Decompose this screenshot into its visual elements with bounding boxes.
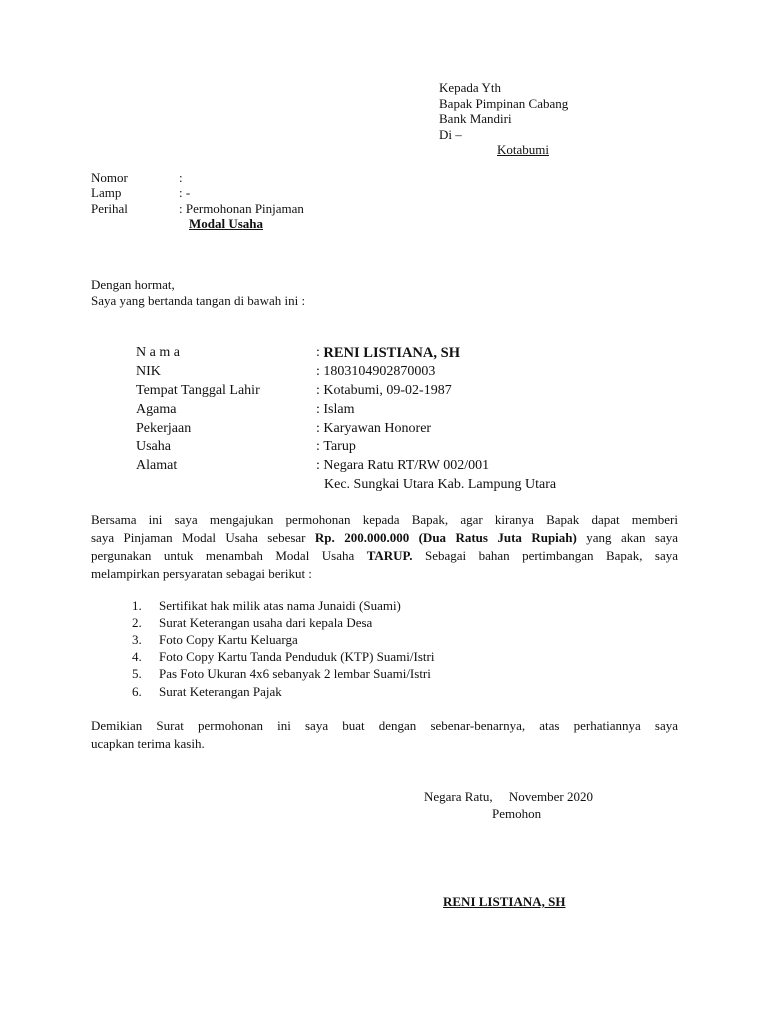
list-item-text: Pas Foto Ukuran 4x6 sebanyak 2 lembar Suami/Istri [159, 666, 431, 682]
body-line-2-b: yang akan saya [576, 530, 678, 545]
identity-usaha-label: Usaha [136, 439, 171, 455]
ref-nomor-label: Nomor [91, 170, 128, 185]
identity-separator: : [316, 420, 320, 436]
body-line-3 [91, 547, 678, 565]
signature-role: Pemohon [492, 806, 542, 821]
identity-row-ttl [136, 382, 556, 401]
ref-nomor [91, 170, 183, 185]
list-item [132, 597, 434, 614]
list-item-text: Foto Copy Kartu Tanda Penduduk (KTP) Suami/Istri [159, 649, 435, 665]
identity-separator: : [316, 382, 320, 398]
signature-name: RENI LISTIANA, SH [443, 894, 566, 909]
identity-row-alamat [136, 457, 556, 476]
identity-nik-label: NIK [136, 364, 161, 380]
identity-row-nama [136, 344, 556, 363]
addressee-city: Kotabumi [497, 142, 549, 157]
closing-line-1: Demikian Surat permohonan ini saya buat dengan sebenar-benarnya, atas perhatiannya saya [91, 718, 678, 733]
closing-line-2: ucapkan terima kasih. [91, 736, 205, 751]
identity-ttl-label: Tempat Tanggal Lahir [136, 382, 260, 398]
list-item [132, 649, 434, 666]
list-item-number: 1. [132, 597, 142, 613]
body-line-4: melampirkan persyaratan sebagai berikut : [91, 566, 312, 581]
greeting: Dengan hormat, [91, 277, 175, 292]
identity-separator: : [316, 364, 320, 380]
addressee-block [439, 80, 568, 142]
list-item [132, 683, 434, 700]
identity-alamat-value: Negara Ratu RT/RW 002/001 [323, 458, 490, 474]
body-loan-amount: Rp. 200.000.000 (Dua Ratus Juta Rupiah) [314, 530, 577, 545]
list-item-text: Foto Copy Kartu Keluarga [159, 631, 298, 647]
ref-lamp-label: Lamp [91, 185, 122, 200]
identity-row-nik [136, 363, 556, 382]
body-line-3-a: pergunakan untuk menambah Modal Usaha [91, 548, 367, 563]
ref-perihal-value-2: Modal Usaha [189, 216, 264, 231]
list-item-number: 2. [132, 614, 142, 630]
identity-alamat-label: Alamat [136, 458, 178, 474]
body-paragraph [91, 511, 678, 583]
identity-alamat-value-2: Kec. Sungkai Utara Kab. Lampung Utara [324, 476, 557, 492]
identity-separator: : [316, 401, 320, 417]
list-item-text: Sertifikat hak milik atas nama Junaidi (Suami) [159, 597, 401, 613]
list-item-number: 6. [132, 683, 142, 699]
body-business-name: TARUP. [366, 548, 413, 563]
list-item-text: Surat Keterangan usaha dari kepala Desa [159, 614, 373, 630]
ref-nomor-value: : [179, 170, 183, 185]
identity-row-usaha [136, 438, 556, 457]
signature-place-date: Negara Ratu, November 2020 [424, 789, 593, 804]
identity-usaha-value: Tarup [323, 439, 356, 455]
identity-row-agama [136, 400, 556, 419]
addressee-line-3: Bank Mandiri [439, 111, 512, 126]
body-line-1: Bersama ini saya mengajukan permohonan kepada Bapak, agar kiranya Bapak dapat memberi [91, 512, 678, 527]
ref-perihal-label: Perihal [91, 201, 128, 216]
intro-text: Saya yang bertanda tangan di bawah ini : [91, 293, 306, 308]
identity-pekerjaan-value: Karyawan Honorer [323, 420, 432, 436]
identity-separator: : [316, 345, 320, 361]
ref-lamp [91, 185, 190, 200]
identity-nama-label: N a m a [136, 345, 180, 361]
body-line-3-b: Sebagai bahan pertimbangan Bapak, saya [412, 548, 678, 563]
identity-nama-value: RENI LISTIANA, SH [323, 345, 460, 362]
addressee-line-4: Di – [439, 126, 462, 142]
identity-nik-value: 1803104902870003 [323, 364, 436, 380]
identity-agama-value: Islam [323, 401, 355, 417]
requirements-list [132, 597, 434, 700]
ref-lamp-value: : - [179, 185, 191, 200]
identity-row-pekerjaan [136, 419, 556, 438]
identity-pekerjaan-label: Pekerjaan [136, 420, 192, 436]
list-item-number: 3. [132, 631, 142, 647]
ref-perihal [91, 201, 304, 216]
identity-separator: : [316, 439, 320, 455]
list-item [132, 631, 434, 648]
closing-paragraph [91, 717, 678, 753]
list-item [132, 614, 434, 631]
list-item-number: 4. [132, 649, 142, 665]
body-line-2 [91, 529, 678, 547]
addressee-line-1: Kepada Yth [439, 80, 501, 95]
body-line-2-a: saya Pinjaman Modal Usaha sebesar [91, 530, 315, 545]
addressee-line-2: Bapak Pimpinan Cabang [439, 95, 569, 111]
list-item [132, 666, 434, 683]
identity-separator: : [316, 458, 320, 474]
identity-block [136, 344, 556, 494]
identity-agama-label: Agama [136, 401, 177, 417]
identity-ttl-value: Kotabumi, 09-02-1987 [323, 382, 452, 398]
identity-row-alamat-2 [136, 476, 556, 495]
ref-perihal-value: : Permohonan Pinjaman [179, 201, 304, 216]
list-item-number: 5. [132, 666, 142, 682]
list-item-text: Surat Keterangan Pajak [159, 683, 282, 699]
